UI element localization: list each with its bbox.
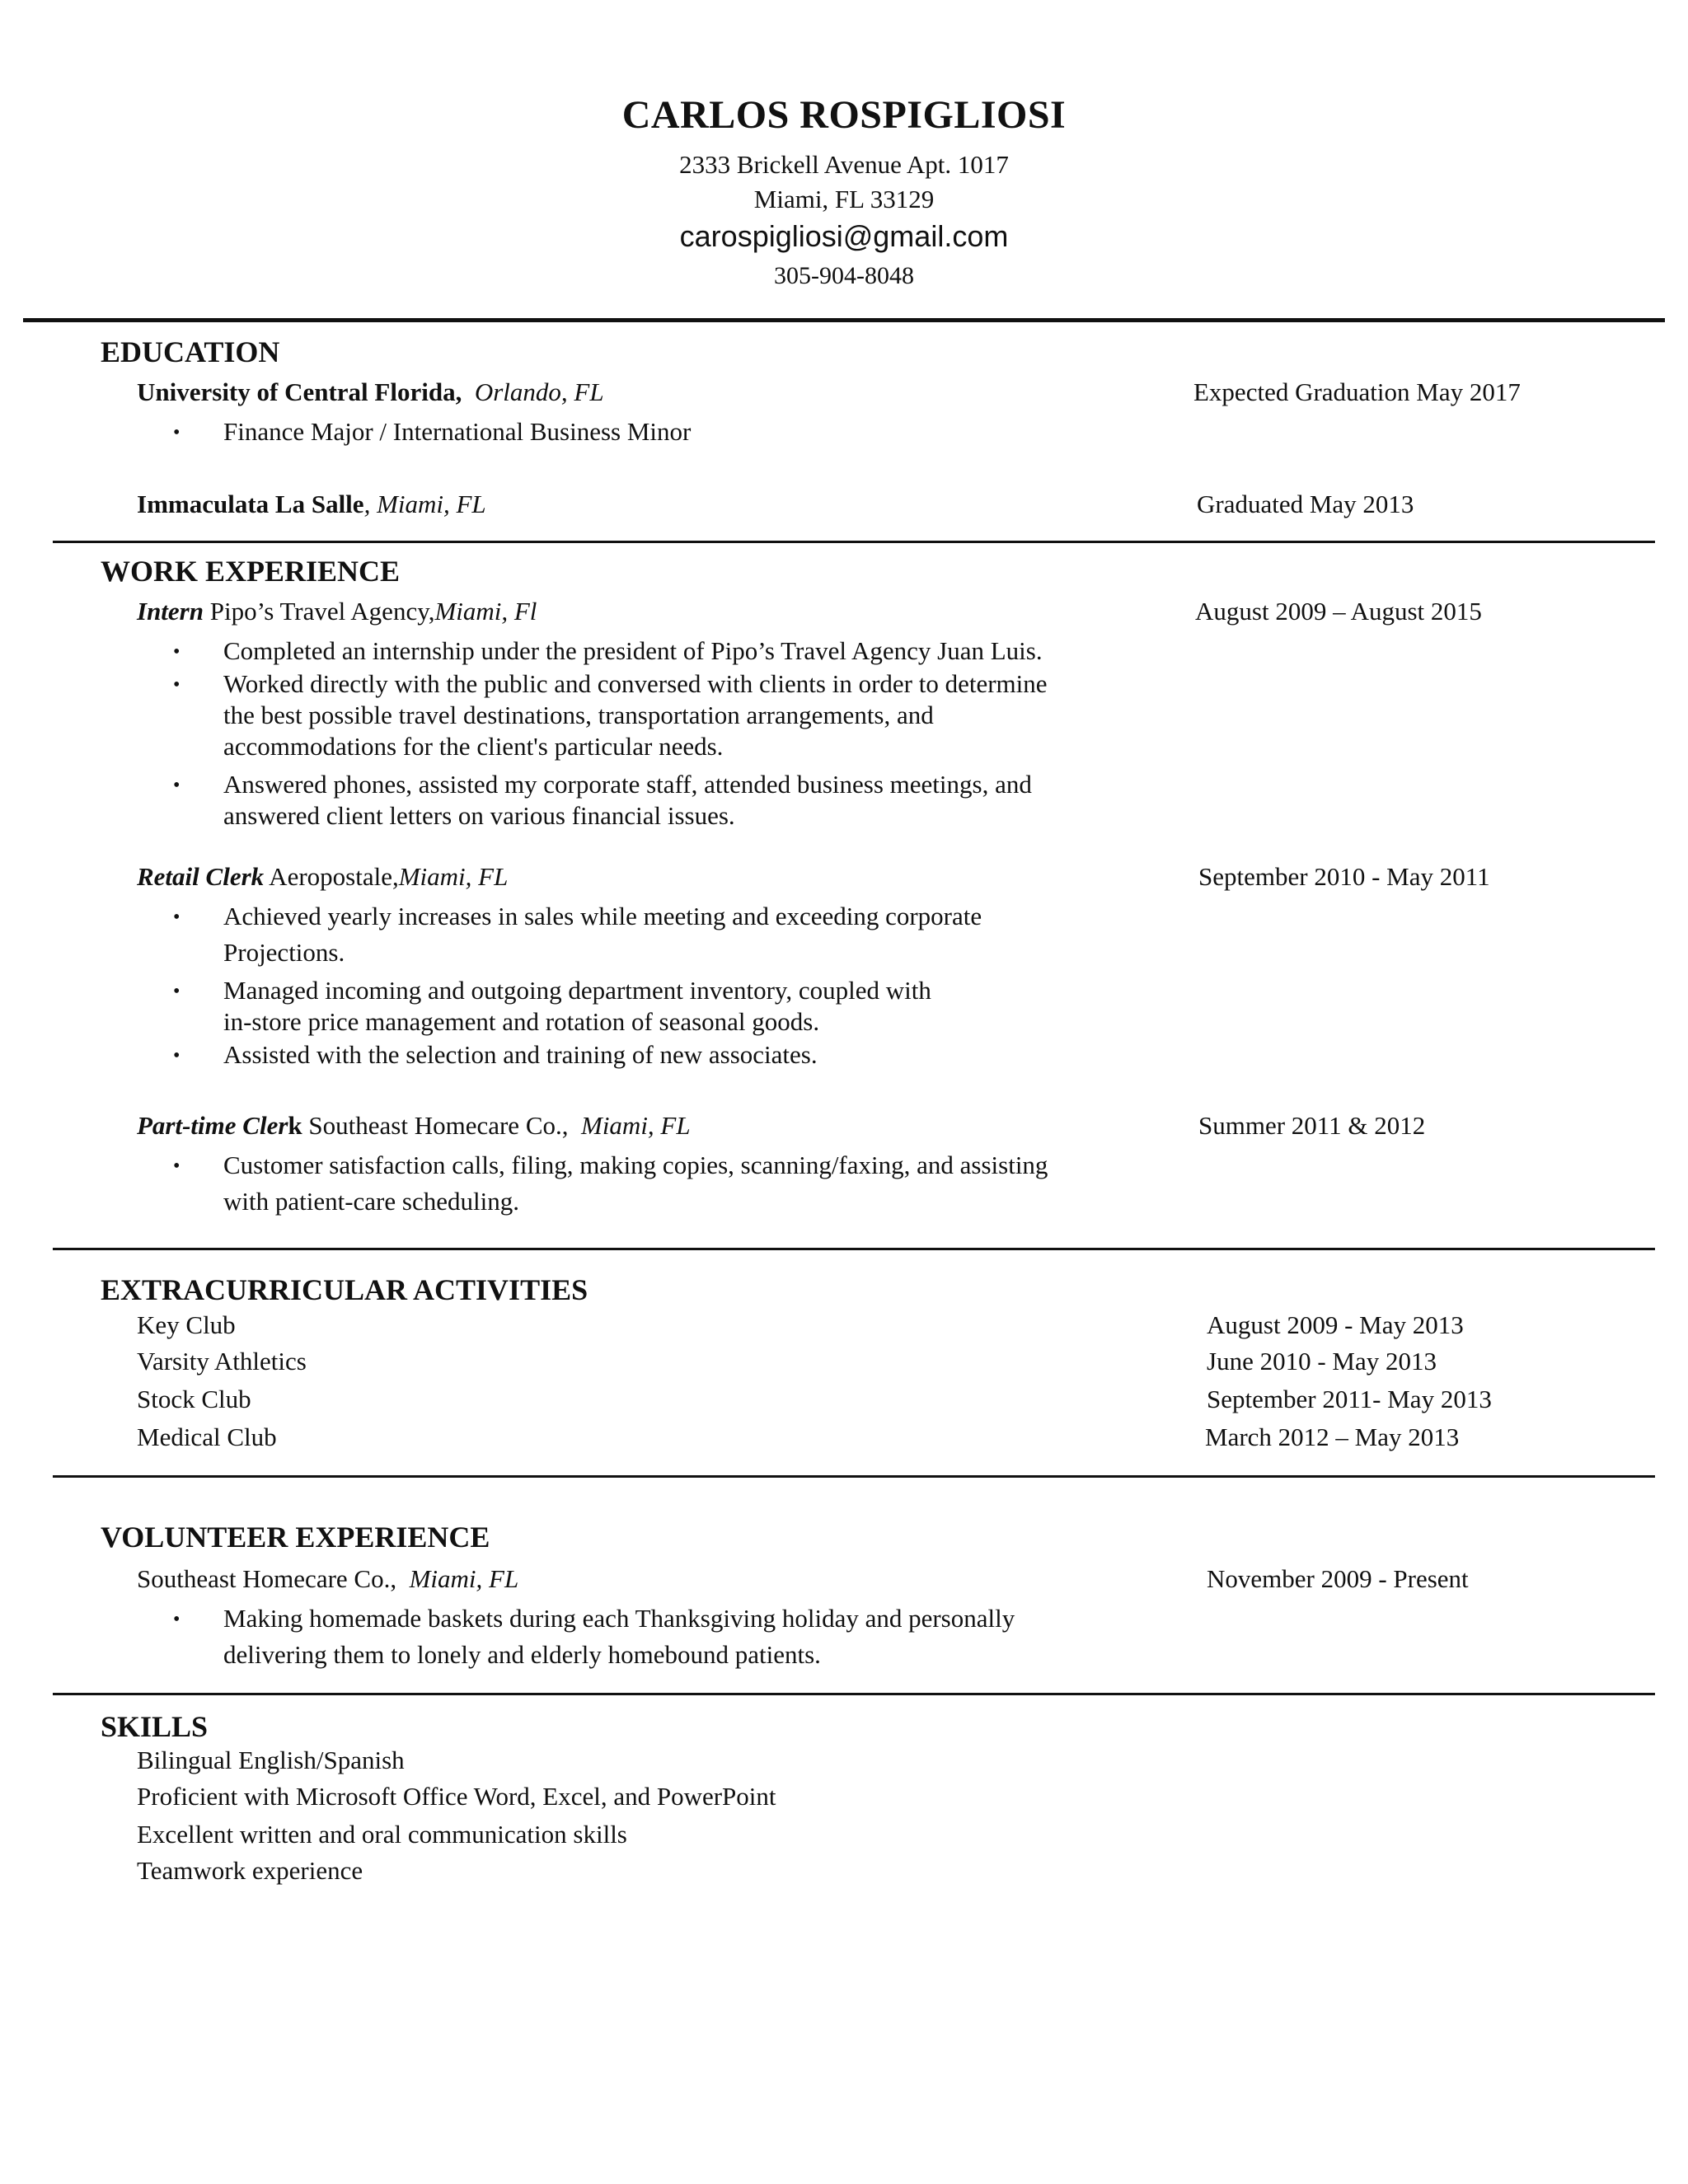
education-bullet: Finance Major / International Business Minor	[223, 417, 692, 446]
bullet-marker: •	[173, 1609, 181, 1630]
address-line-2: Miami, FL 33129	[753, 185, 935, 213]
skill-item: Excellent written and oral communication skills	[137, 1820, 627, 1849]
education-date: Expected Graduation May 2017	[1193, 377, 1521, 406]
bullet-marker: •	[173, 641, 181, 663]
section-heading-volunteer: VOLUNTEER EXPERIENCE	[101, 1521, 490, 1554]
job-bullet-continued: Projections.	[223, 938, 345, 967]
job-bullet: Worked directly with the public and conversed with clients in order to determine	[223, 669, 1048, 698]
job-location: Miami, Fl	[434, 597, 537, 626]
education-entry-ucf	[137, 377, 604, 407]
job-date: August 2009 – August 2015	[1195, 597, 1482, 626]
volunteer-bullet: Making homemade baskets during each Thanksgiving holiday and personally	[223, 1604, 1015, 1633]
job-date: Summer 2011 & 2012	[1198, 1111, 1426, 1140]
job-bullet: Assisted with the selection and training of new associates.	[223, 1040, 818, 1069]
activity-date: June 2010 - May 2013	[1207, 1347, 1437, 1376]
job-bullet-continued: in-store price management and rotation of seasonal goods.	[223, 1007, 820, 1036]
job-bullet-continued: accommodations for the client's particular needs.	[223, 732, 724, 761]
bullet-marker: •	[173, 1045, 181, 1066]
school-location: Orlando, FL	[474, 377, 604, 406]
school-name: Immaculata La Salle	[137, 490, 364, 518]
section-divider	[53, 1475, 1655, 1478]
activity-name: Medical Club	[137, 1422, 277, 1451]
bullet-marker: •	[173, 422, 181, 443]
job-bullet: Answered phones, assisted my corporate staff, attended business meetings, and	[223, 770, 1032, 799]
section-heading-extracurricular: EXTRACURRICULAR ACTIVITIES	[101, 1273, 588, 1306]
job-entry-part-time-clerk	[137, 1111, 691, 1141]
school-location: , Miami, FL	[363, 490, 486, 518]
skill-item: Proficient with Microsoft Office Word, Excel, and PowerPoint	[137, 1782, 776, 1811]
volunteer-date: November 2009 - Present	[1207, 1564, 1469, 1593]
bullet-marker: •	[173, 674, 181, 696]
job-employer: Southeast Homecare Co.,	[302, 1111, 569, 1140]
job-employer: Aeropostale,	[264, 862, 399, 891]
job-bullet: Managed incoming and outgoing department inventory, coupled with	[223, 976, 931, 1005]
section-heading-skills: SKILLS	[101, 1710, 209, 1743]
activity-date: September 2011- May 2013	[1207, 1385, 1492, 1413]
job-date: September 2010 - May 2011	[1198, 862, 1490, 891]
bullet-marker: •	[173, 775, 181, 796]
email-address: carospigliosi@gmail.com	[679, 219, 1009, 253]
activity-name: Varsity Athletics	[137, 1347, 307, 1376]
bullet-marker: •	[173, 1155, 181, 1177]
candidate-name: CARLOS ROSPIGLIOSI	[621, 93, 1067, 137]
activity-date: March 2012 – May 2013	[1205, 1422, 1460, 1451]
job-bullet-continued: with patient-care scheduling.	[223, 1187, 519, 1216]
job-bullet: Customer satisfaction calls, filing, making copies, scanning/faxing, and assisting	[223, 1151, 1048, 1179]
education-date: Graduated May 2013	[1197, 490, 1414, 518]
section-heading-education: EDUCATION	[101, 335, 280, 368]
job-location: Miami, FL	[398, 862, 509, 891]
job-bullet: Achieved yearly increases in sales while meeting and exceeding corporate	[223, 902, 982, 930]
activity-name: Key Club	[137, 1310, 236, 1339]
bullet-marker: •	[173, 981, 181, 1002]
education-entry-ils	[137, 490, 486, 519]
skill-item: Bilingual English/Spanish	[137, 1746, 405, 1774]
activity-date: August 2009 - May 2013	[1207, 1310, 1464, 1339]
volunteer-org: Southeast Homecare Co.,	[137, 1564, 397, 1593]
job-title: Part-time Cler	[137, 1111, 288, 1140]
volunteer-entry	[137, 1564, 518, 1594]
volunteer-location: Miami, FL	[409, 1564, 519, 1593]
job-location: Miami, FL	[581, 1111, 691, 1140]
job-bullet: Completed an internship under the president of Pipo’s Travel Agency Juan Luis.	[223, 636, 1043, 665]
job-bullet-continued: answered client letters on various financial issues.	[223, 801, 735, 830]
job-title: Intern	[137, 597, 204, 626]
section-divider	[53, 1248, 1655, 1250]
section-divider	[53, 541, 1655, 543]
job-bullet-continued: the best possible travel destinations, transportation arrangements, and	[223, 701, 934, 729]
school-name: University of Central Florida,	[137, 377, 462, 406]
job-entry-retail-clerk	[137, 862, 508, 892]
bullet-marker: •	[173, 907, 181, 928]
job-title: Retail Clerk	[137, 862, 265, 891]
header-divider	[23, 318, 1665, 322]
skill-item: Teamwork experience	[137, 1856, 363, 1885]
job-entry-intern	[137, 597, 537, 626]
activity-name: Stock Club	[137, 1385, 251, 1413]
phone-number: 305-904-8048	[774, 262, 914, 289]
job-title-tail: k	[288, 1111, 302, 1140]
volunteer-bullet-continued: delivering them to lonely and elderly homebound patients.	[223, 1640, 821, 1669]
section-divider	[53, 1693, 1655, 1695]
address-line-1: 2333 Brickell Avenue Apt. 1017	[679, 150, 1009, 179]
section-heading-work: WORK EXPERIENCE	[101, 555, 401, 588]
job-employer: Pipo’s Travel Agency,	[203, 597, 435, 626]
